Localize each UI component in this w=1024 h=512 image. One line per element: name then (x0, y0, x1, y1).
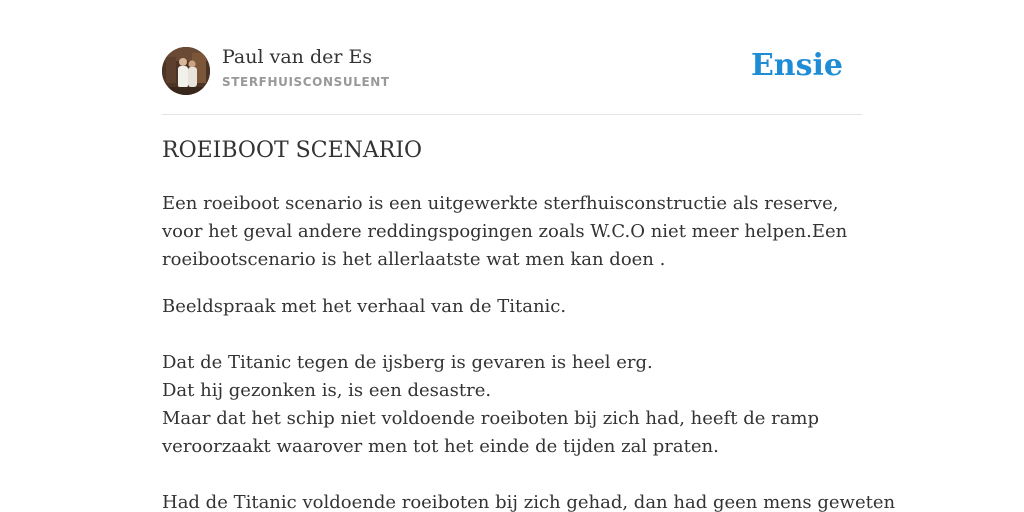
avatar-photo-icon (162, 47, 210, 95)
body-line: Dat de Titanic tegen de ijsberg is gevaren is heel erg. (162, 352, 653, 373)
article-body (162, 190, 896, 512)
article-paragraph (162, 293, 896, 512)
blank-line (162, 461, 862, 489)
author-role: STERFHUISCONSULENT (222, 75, 390, 89)
ensie-logo[interactable]: Ensie (750, 48, 843, 83)
article-title: ROEIBOOT SCENARIO (162, 138, 423, 163)
body-line: Dat hij gezonken is, is een desastre. (162, 380, 492, 401)
body-line: Maar dat het schip niet voldoende roeiboten bij zich had, heeft de ramp veroorzaakt waarover men tot het einde de tijden zal praten. (162, 408, 820, 457)
author-name[interactable]: Paul van der Es (222, 46, 373, 68)
body-line: Had de Titanic voldoende roeiboten bij zich gehad, dan had geen mens geweten (162, 492, 896, 512)
article-paragraph: Een roeiboot scenario is een uitgewerkte sterfhuisconstructie als reserve, voor het geval andere reddingspogingen zoals W.C.O niet meer helpen.Een roeibootscenario is het allerlaatste wat men kan doen . (162, 193, 848, 270)
author-avatar[interactable] (162, 47, 210, 95)
article-header (162, 46, 862, 115)
body-line: Beeldspraak met het verhaal van de Titanic. (162, 296, 567, 317)
blank-line (162, 321, 862, 349)
